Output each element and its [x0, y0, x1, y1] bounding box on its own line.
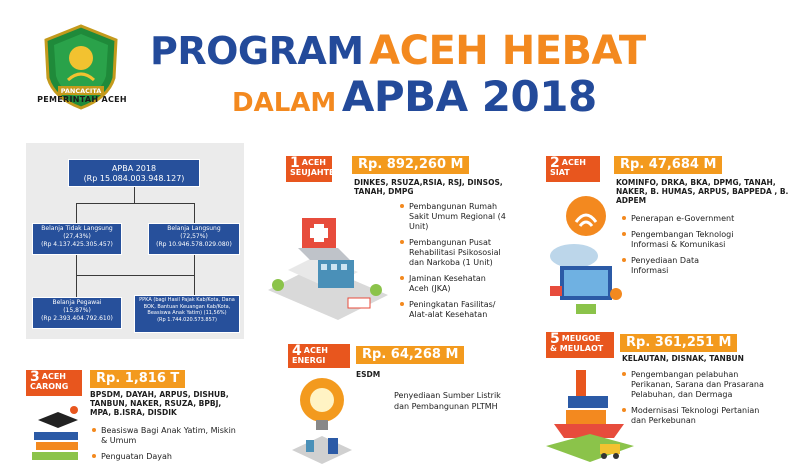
- section-3-title: ACEH CARONG: [30, 372, 69, 391]
- section-aceh-carong: [26, 364, 266, 467]
- section-3-amount: Rp. 1,816 T: [90, 370, 185, 388]
- org-belanja-tidak-langsung: Belanja Tidak Langsung (27,43%) (Rp 4.137.425.305.457): [32, 223, 122, 255]
- title-program: PROGRAM: [150, 29, 364, 73]
- section-4-title: ACEH ENERGI: [292, 346, 328, 365]
- section-2-title: ACEH SIAT: [550, 158, 586, 177]
- org-belanja-pegawai: Belanja Pegawai (15,87%) (Rp 2.393.404.792.610): [32, 297, 122, 329]
- hospital-illustration-icon: [258, 190, 398, 320]
- section-1-agencies: DINKES, RSUZA,RSIA, RSJ, DINSOS, TANAH, DMPG: [354, 178, 503, 196]
- section-2-item: Penyediaan Data Informasi: [622, 256, 798, 276]
- section-aceh-siat: [540, 150, 800, 325]
- section-5-agencies: KELAUTAN, DISNAK, TANBUN: [622, 354, 744, 363]
- logo-caption: PEMERINTAH ACEH: [37, 95, 127, 104]
- section-4-amount: Rp. 64,268 M: [356, 346, 464, 364]
- section-1-title: ACEH SEUJAHTERA: [290, 158, 347, 177]
- title-aceh-hebat: ACEH HEBAT: [369, 28, 646, 74]
- logo-ribbon-text: PANCACITA: [60, 87, 102, 95]
- section-5-item: Pengembangan pelabuhan Perikanan, Sarana dan Prasarana Pelabuhan, dan Dermaga: [622, 370, 792, 400]
- section-2-number: 2: [550, 155, 560, 171]
- section-1-number: 1: [290, 155, 300, 171]
- title-line-1: [150, 28, 646, 74]
- section-5-amount: Rp. 361,251 M: [620, 334, 737, 352]
- technology-illustration-icon: [546, 186, 626, 322]
- section-3-items: [92, 426, 242, 468]
- section-1-item: Jaminan Kesehatan Aceh (JKA): [400, 274, 508, 294]
- apba-budget-chart: [26, 143, 244, 339]
- section-4-number: 4: [292, 343, 302, 359]
- section-3-number: 3: [30, 369, 40, 385]
- title-apba-2018: APBA 2018: [341, 72, 597, 121]
- section-1-item: Pembangunan Rumah Sakit Umum Regional (4 Unit): [400, 202, 508, 232]
- section-2-amount: Rp. 47,684 M: [614, 156, 722, 174]
- section-2-items: [622, 214, 798, 282]
- org-root-apba: APBA 2018 (Rp 15.084.003.948.127): [68, 159, 200, 187]
- section-1-items: [400, 202, 508, 326]
- section-1-item: Pembangunan Pusat Rehabilitasi Psikososial dan Narkoba (1 Unit): [400, 238, 508, 268]
- section-3-item: Penguatan Dayah: [92, 452, 242, 462]
- section-5-items: [622, 370, 792, 432]
- title-dalam: DALAM: [232, 88, 337, 118]
- section-3-tag: [26, 370, 82, 396]
- section-4-text: Penyediaan Sumber Listrik dan Pembangunan PLTMH: [394, 391, 501, 411]
- org-belanja-langsung: Belanja Langsung (72,57%) (Rp 10.946.578.029.080): [148, 223, 240, 255]
- section-aceh-energi: [280, 340, 520, 467]
- section-2-agencies: KOMINFO, DRKA, BKA, DPMG, TANAH, NAKER, B. HUMAS, ARPUS, BAPPEDA , B. ADPEM: [616, 178, 789, 205]
- section-5-tag: [546, 332, 614, 358]
- section-meugoe-meulaot: [540, 330, 800, 467]
- section-1-amount: Rp. 892,260 M: [352, 156, 469, 174]
- section-5-item: Modernisasi Teknologi Pertanian dan Perkebunan: [622, 406, 792, 426]
- section-4-tag: [288, 344, 350, 368]
- section-3-item: Beasiswa Bagi Anak Yatim, Miskin & Umum: [92, 426, 242, 446]
- title-line-2: [232, 72, 597, 121]
- section-aceh-seujahtera: [250, 150, 510, 325]
- section-2-item: Penerapan e-Government: [622, 214, 798, 224]
- section-1-item: Peningkatan Fasilitas/ Alat-alat Kesehatan: [400, 300, 508, 320]
- section-2-tag: [546, 156, 600, 182]
- section-1-tag: [286, 155, 347, 182]
- section-5-title: MEUGOE & MEULAOT: [550, 334, 604, 353]
- section-2-item: Pengembangan Teknologi Informasi & Komunikasi: [622, 230, 798, 250]
- education-illustration-icon: [28, 402, 88, 466]
- section-3-agencies: BPSDM, DAYAH, ARPUS, DISHUB, TANBUN, NAKER, RSUZA, BPBJ, MPA, B.ISRA, DISDIK: [90, 390, 229, 417]
- energy-lightbulb-icon: [288, 370, 356, 467]
- section-4-agencies: ESDM: [356, 370, 381, 379]
- org-ppka: PPKA (bagi Hasil Pajak Kab/Kota, Dana BOK, Bantuan Keuangan Kab/Kota, Beasiswa Anak Yatim) (11,56%) (Rp 1.744.020.573.857): [134, 295, 240, 333]
- section-5-number: 5: [550, 331, 560, 347]
